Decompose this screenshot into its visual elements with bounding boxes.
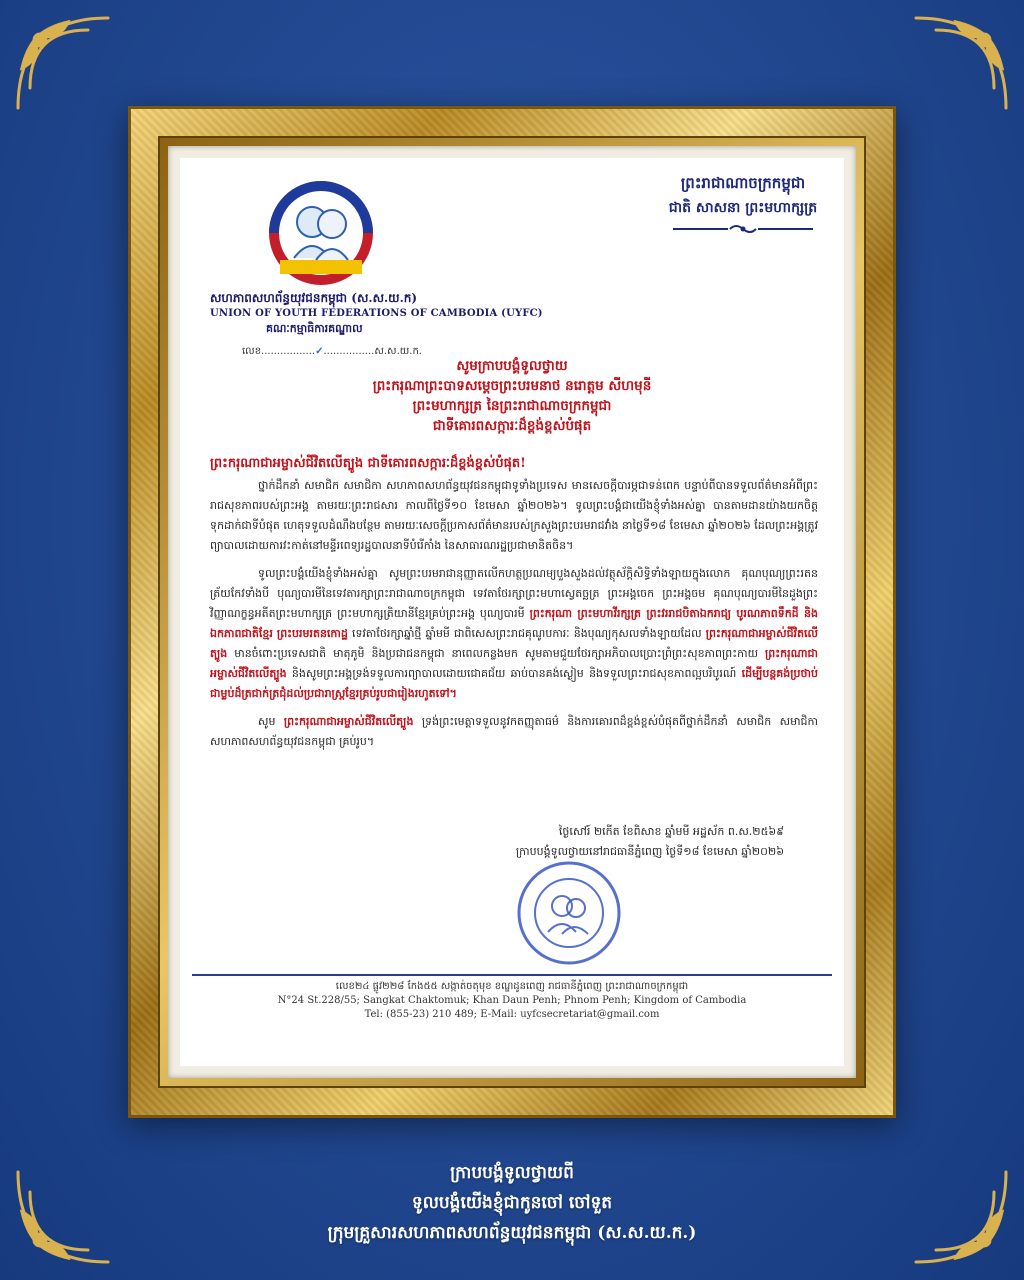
p2-highlight: ព្រះបរមរតនកោដ្ឋ [276, 627, 348, 640]
signing-place-date: ក្រាបបង្គំទូលថ្វាយនៅរាជធានីភ្នំពេញ ថ្ងៃទី១៨ ខែមេសា ឆ្នាំ២០២៦ [515, 845, 784, 858]
footer-divider [192, 974, 832, 976]
paragraph-1: ថ្នាក់ដឹកនាំ សមាជិក សមាជិកា សហភាពសហព័ន្ធយុវជនកម្ពុជាទូទាំងប្រទេស មានសេចក្ដីបារម្ភជាទន់ពេក បន្ទាប់ពីបានទទួលព័ត៌មានអំពីព្រះរាជសុខភាពរបស់ព្រះអង្គ តាមរយៈព្រះរាជសារ កាលពីថ្ងៃទី១០ ខែមេសា ឆ្នាំ២០២៦។ ទូលព្រះបង្គំជាយើងខ្ញុំទាំងអស់គ្នា បានតាមដានយ៉ាងយកចិត្តទុកដាក់ជាទីបំផុត ហេតុទទួលដំណឹងបន្ថែម តាមរយៈសេចក្ដីប្រកាសព័ត៌មានរបស់ក្រសួងព្រះបរមរាជវាំង នាថ្ងៃទី១៨ ខែមេសា ឆ្នាំ២០២៦ ដែលព្រះអង្គត្រូវព្យាបាលដោយការវះកាត់នៅមន្ទីរពេទ្យរដ្ឋបាលនាទីបំរើកាំង នៃសាធារណរដ្ឋប្រជាមានិតចិន។ [210, 479, 818, 552]
p3-text: ទ្រង់ព្រះមេត្តាទទួលនូវកតញ្ញុតាធម៌ និងការគោរពដ៏ខ្ពង់ខ្ពស់បំផុតពីថ្នាក់ដឹកនាំ សមាជិក សមាជិកា សហភាពសហព័ន្ធយុវជនកម្ពុជា គ្រប់រូប។ [210, 715, 819, 748]
official-seal-stamp [516, 860, 622, 966]
letter-body [210, 454, 818, 760]
p2-highlight: ព្រះករុណាជាអម្ចាស់ជីវិតលើត្បូង [210, 627, 818, 660]
p3-text: សូម [258, 715, 276, 728]
corner-ornament-top-right [906, 8, 1016, 118]
caption-line: ក្រុមគ្រួសារសហភាពសហព័ន្ធយុវជនកម្ពុជា (ស.ស.យ.ក.) [327, 1223, 697, 1243]
addressee-line: សូមក្រាបបង្គំទូលថ្វាយ [456, 358, 568, 374]
divider-ornament-icon [668, 223, 818, 235]
paragraph-3 [210, 712, 818, 752]
addressee-line: ជាទីគោរពសក្ការៈដ៏ខ្ពង់ខ្ពស់បំផុត [432, 418, 592, 434]
ref-prefix: លេខ................. [242, 346, 316, 357]
gold-picture-frame [128, 106, 896, 1118]
org-name-khmer: សហភាពសហព័ន្ធយុវជនកម្ពុជា (ស.ស.យ.ក) [210, 291, 418, 305]
date-block [516, 822, 784, 862]
kingdom-motto-line: ជាតិ សាសនា ព្រះមហាក្សត្រ [668, 200, 818, 216]
kingdom-motto [668, 174, 818, 239]
frame-inner-bevel [158, 136, 866, 1088]
corner-ornament-top-left [8, 8, 118, 118]
ref-suffix: ................ស.ស.យ.ក. [323, 346, 422, 357]
letter-footer [180, 980, 844, 1022]
addressee-line: ព្រះមហាក្សត្រ នៃព្រះរាជាណាចក្រកម្ពុជា [412, 398, 612, 414]
kingdom-title: ព្រះរាជាណាចក្រកម្ពុជា [680, 174, 806, 192]
greeting: ព្រះករុណាជាអម្ចាស់ជីវិតលើត្បូង ជាទីគោរពសក្ការៈដ៏ខ្ពង់ខ្ពស់បំផុត! [210, 456, 526, 471]
paragraph-2 [210, 564, 818, 704]
uyfc-logo [266, 178, 376, 288]
p2-text: ទូលព្រះបង្គំយើងខ្ញុំទាំងអស់គ្នា សូមព្រះបរមរាជានុញ្ញាតលើកហត្ថប្រណម្យបួងសួងដល់វត្ថុស័ក្ដិសិទ្ធិទាំងឡាយក្នុងលោក គុណបុណ្យព្រះរតនត្រ័យកែវទាំងបី បុណ្យបារមីនៃទេវតារក្សាព្រះរាជាណាចក្រកម្ពុជា ទេវតាថែរក្សាព្រះមហាស្វេតច្ឆត្រ ព្រះអង្គចេក ព្រះអង្គចម គុណបុណ្យបារមីនៃដួងព្រះវិញ្ញាណក្ខន្ធអតីតព្រះមហាក្សត្រ ព្រះមហាក្សត្រិយានីខ្មែរគ្រប់ព្រះអង្គ បុណ្យបារមី [210, 567, 818, 620]
addressee-line: ព្រះករុណាព្រះបាទសម្ដេចព្រះបរមនាថ នរោត្តម សីហមុនី [372, 378, 652, 394]
p3-highlight: ព្រះករុណាជាអម្ចាស់ជីវិតលើត្បូង [283, 715, 414, 728]
footer-address-english: N°24 St.228/55; Sangkat Chaktomuk; Khan Daun Penh; Phnom Penh; Kingdom of Cambodia [277, 995, 747, 1006]
lunar-date: ថ្ងៃសៅរ៍ ២កើត ខែពិសាខ ឆ្នាំមមី អដ្ឋស័ក ព.ស.២៥៦៩ [558, 825, 784, 838]
footer-contact: Tel: (855-23) 210 489; E-Mail: uyfcsecretariat@gmail.com [364, 1009, 660, 1020]
org-committee: គណៈកម្មាធិការគណ្ឌាល [266, 322, 363, 335]
p2-text: ទេវតាថែរក្សាឆ្នាំថ្មី ឆ្នាំមមី ជាពិសេសព្រះរាជគុណូបការៈ និងបុណ្យកុសលទាំងឡាយដែល [351, 627, 702, 640]
check-mark-icon: ✓ [315, 346, 324, 357]
organization-header [210, 290, 543, 338]
p2-text: និងសូមព្រះអង្គទ្រង់ទទួលការព្យាបាលដោយជោគជ័យ ឆាប់បានគង់ស្ងៀម និងទទួលព្រះរាជសុខភាពល្អបរិបូរណ៍ [291, 667, 737, 680]
caption-line: ក្រាបបង្គំទូលថ្វាយពី [450, 1163, 574, 1183]
caption-line: ទូលបង្គំយើងខ្ញុំជាកូនចៅ ចៅទួត [411, 1193, 613, 1213]
addressee-block [180, 356, 844, 436]
p2-highlight: ព្រះករុណាជាអម្ចាស់ជីវិតលើត្បូង [210, 647, 818, 680]
p2-highlight: ដើម្បីបន្តគង់ប្រថាប់ជាម្លប់ដ៏ត្រជាក់ត្រជុំដល់ប្រជារាស្ត្រខ្មែរគ្រប់រូបជារៀងរហូតទៅ។ [210, 667, 818, 700]
bottom-caption [0, 1158, 1024, 1248]
letter-paper [180, 158, 844, 1066]
footer-address-khmer: លេខ២៤ ផ្លូវ២២៨ កែង៥៥ សង្កាត់ចតុមុខ ខណ្ឌដូនពេញ រាជធានីភ្នំពេញ ព្រះរាជាណាចក្រកម្ពុជា [335, 981, 689, 992]
frame-mat [168, 146, 856, 1078]
p2-highlight: ព្រះករុណា ព្រះមហាវីរក្សត្រ ព្រះវររាជបិតាឯករាជ្យ បូរណភាពទឹកដី និងឯកភាពជាតិខ្មែរ [210, 607, 818, 640]
org-name-english: UNION OF YOUTH FEDERATIONS OF CAMBODIA (UYFC) [210, 308, 543, 319]
p2-text: មានចំពោះប្រទេសជាតិ មាតុភូមិ និងប្រជាជនកម្ពុជា នាពេលកន្លងមក សូមតាមជួយថែរក្សាអភិបាលប្រោះព្រំព្រះសុខភាពព្រះកាយ [234, 647, 759, 660]
